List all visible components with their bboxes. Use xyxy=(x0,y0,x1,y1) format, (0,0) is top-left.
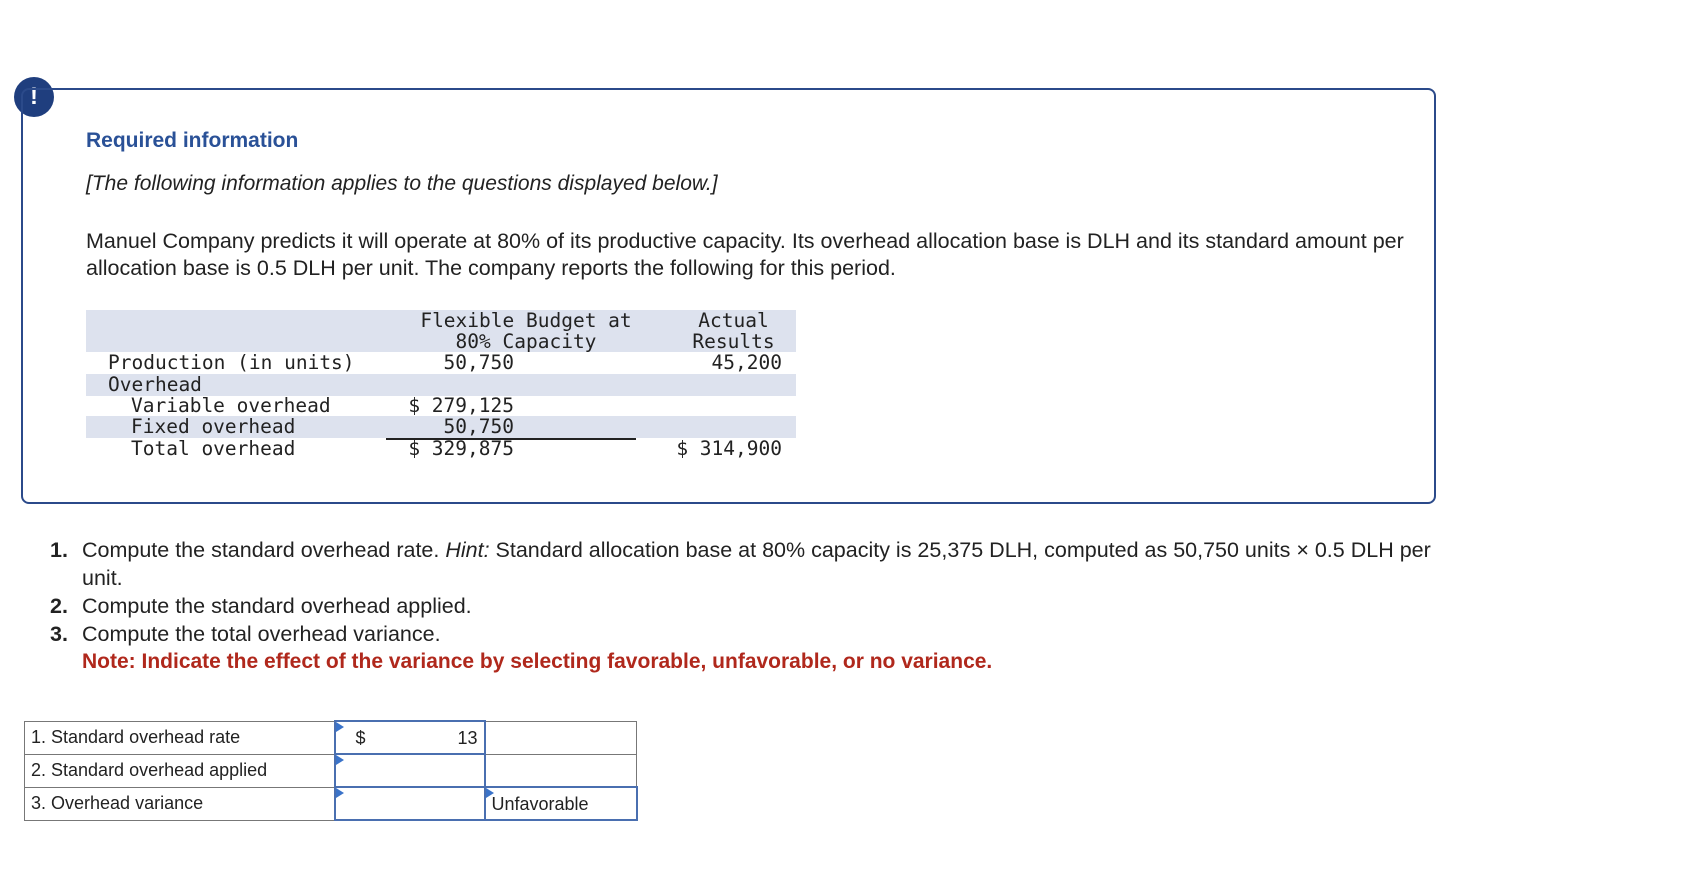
flex-value: $ 279,125 xyxy=(408,394,514,417)
row-label: Total overhead xyxy=(131,437,296,460)
input-flag-icon xyxy=(336,788,344,798)
input-flag-icon xyxy=(336,722,344,732)
alert-icon: ! xyxy=(14,77,54,117)
answer-row xyxy=(25,754,637,787)
overhead-variance-input[interactable] xyxy=(335,787,485,820)
effect-cell-empty xyxy=(485,721,637,754)
question-number: 2. xyxy=(50,594,68,618)
table-row xyxy=(86,416,796,439)
problem-intro: Manuel Company predicts it will operate at 80% of its productive capacity. Its overhead allocation base is DLH and its standard amount per allocation base is 0.5 DLH per unit. The company reports the following for this period. xyxy=(86,229,1404,280)
answer-row xyxy=(25,787,637,820)
row-label: Production (in units) xyxy=(108,351,355,374)
row-label: Overhead xyxy=(108,373,202,396)
question-list xyxy=(50,536,1450,676)
question-text: Compute the standard overhead applied. xyxy=(82,594,472,618)
question-text: Compute the standard overhead rate. xyxy=(82,538,446,562)
table-row xyxy=(86,438,796,461)
variance-note: Note: Indicate the effect of the variance by selecting favorable, unfavorable, or no variance. xyxy=(82,650,993,673)
header-flexible-line1: Flexible Budget at xyxy=(420,309,632,332)
hint-label: Hint: xyxy=(445,538,490,562)
selected-effect: Unfavorable xyxy=(491,794,589,814)
flex-value: 50,750 xyxy=(443,415,514,438)
actual-value: 45,200 xyxy=(711,351,782,374)
question-number: 3. xyxy=(50,622,68,646)
question-2 xyxy=(50,592,1450,620)
question-number: 1. xyxy=(50,538,68,562)
header-flexible-line2: 80% Capacity xyxy=(455,330,597,353)
answer-row xyxy=(25,721,637,754)
row-label: Variable overhead xyxy=(131,394,331,417)
effect-cell-empty xyxy=(485,754,637,787)
input-value: 13 xyxy=(457,728,478,748)
question-1 xyxy=(50,536,1450,592)
hint-text: Standard allocation base at 80% capacity is 25,375 DLH, computed as 50,750 units × 0.5 DLH per unit. xyxy=(82,538,1431,590)
answer-label: 1. Standard overhead rate xyxy=(25,721,335,754)
header-actual-line1: Actual xyxy=(698,309,769,332)
table-row xyxy=(86,352,796,375)
flex-value: $ 329,875 xyxy=(408,437,514,460)
required-info-note: [The following information applies to the questions displayed below.] xyxy=(86,172,718,195)
required-info-title: Required information xyxy=(86,129,299,152)
answer-grid xyxy=(24,720,638,821)
answer-label: 3. Overhead variance xyxy=(25,787,335,820)
answer-label: 2. Standard overhead applied xyxy=(25,754,335,787)
input-flag-icon xyxy=(336,755,344,765)
question-text: Compute the total overhead variance. xyxy=(82,622,441,646)
standard-rate-input[interactable] xyxy=(335,721,485,754)
row-label: Fixed overhead xyxy=(131,415,296,438)
header-actual-line2: Results xyxy=(692,330,775,353)
dollar-sign: $ xyxy=(355,728,366,748)
variance-effect-select[interactable] xyxy=(485,787,637,820)
actual-value: $ 314,900 xyxy=(676,437,782,460)
overhead-applied-input[interactable] xyxy=(335,754,485,787)
flex-value: 50,750 xyxy=(443,351,514,374)
question-3 xyxy=(50,620,1450,648)
